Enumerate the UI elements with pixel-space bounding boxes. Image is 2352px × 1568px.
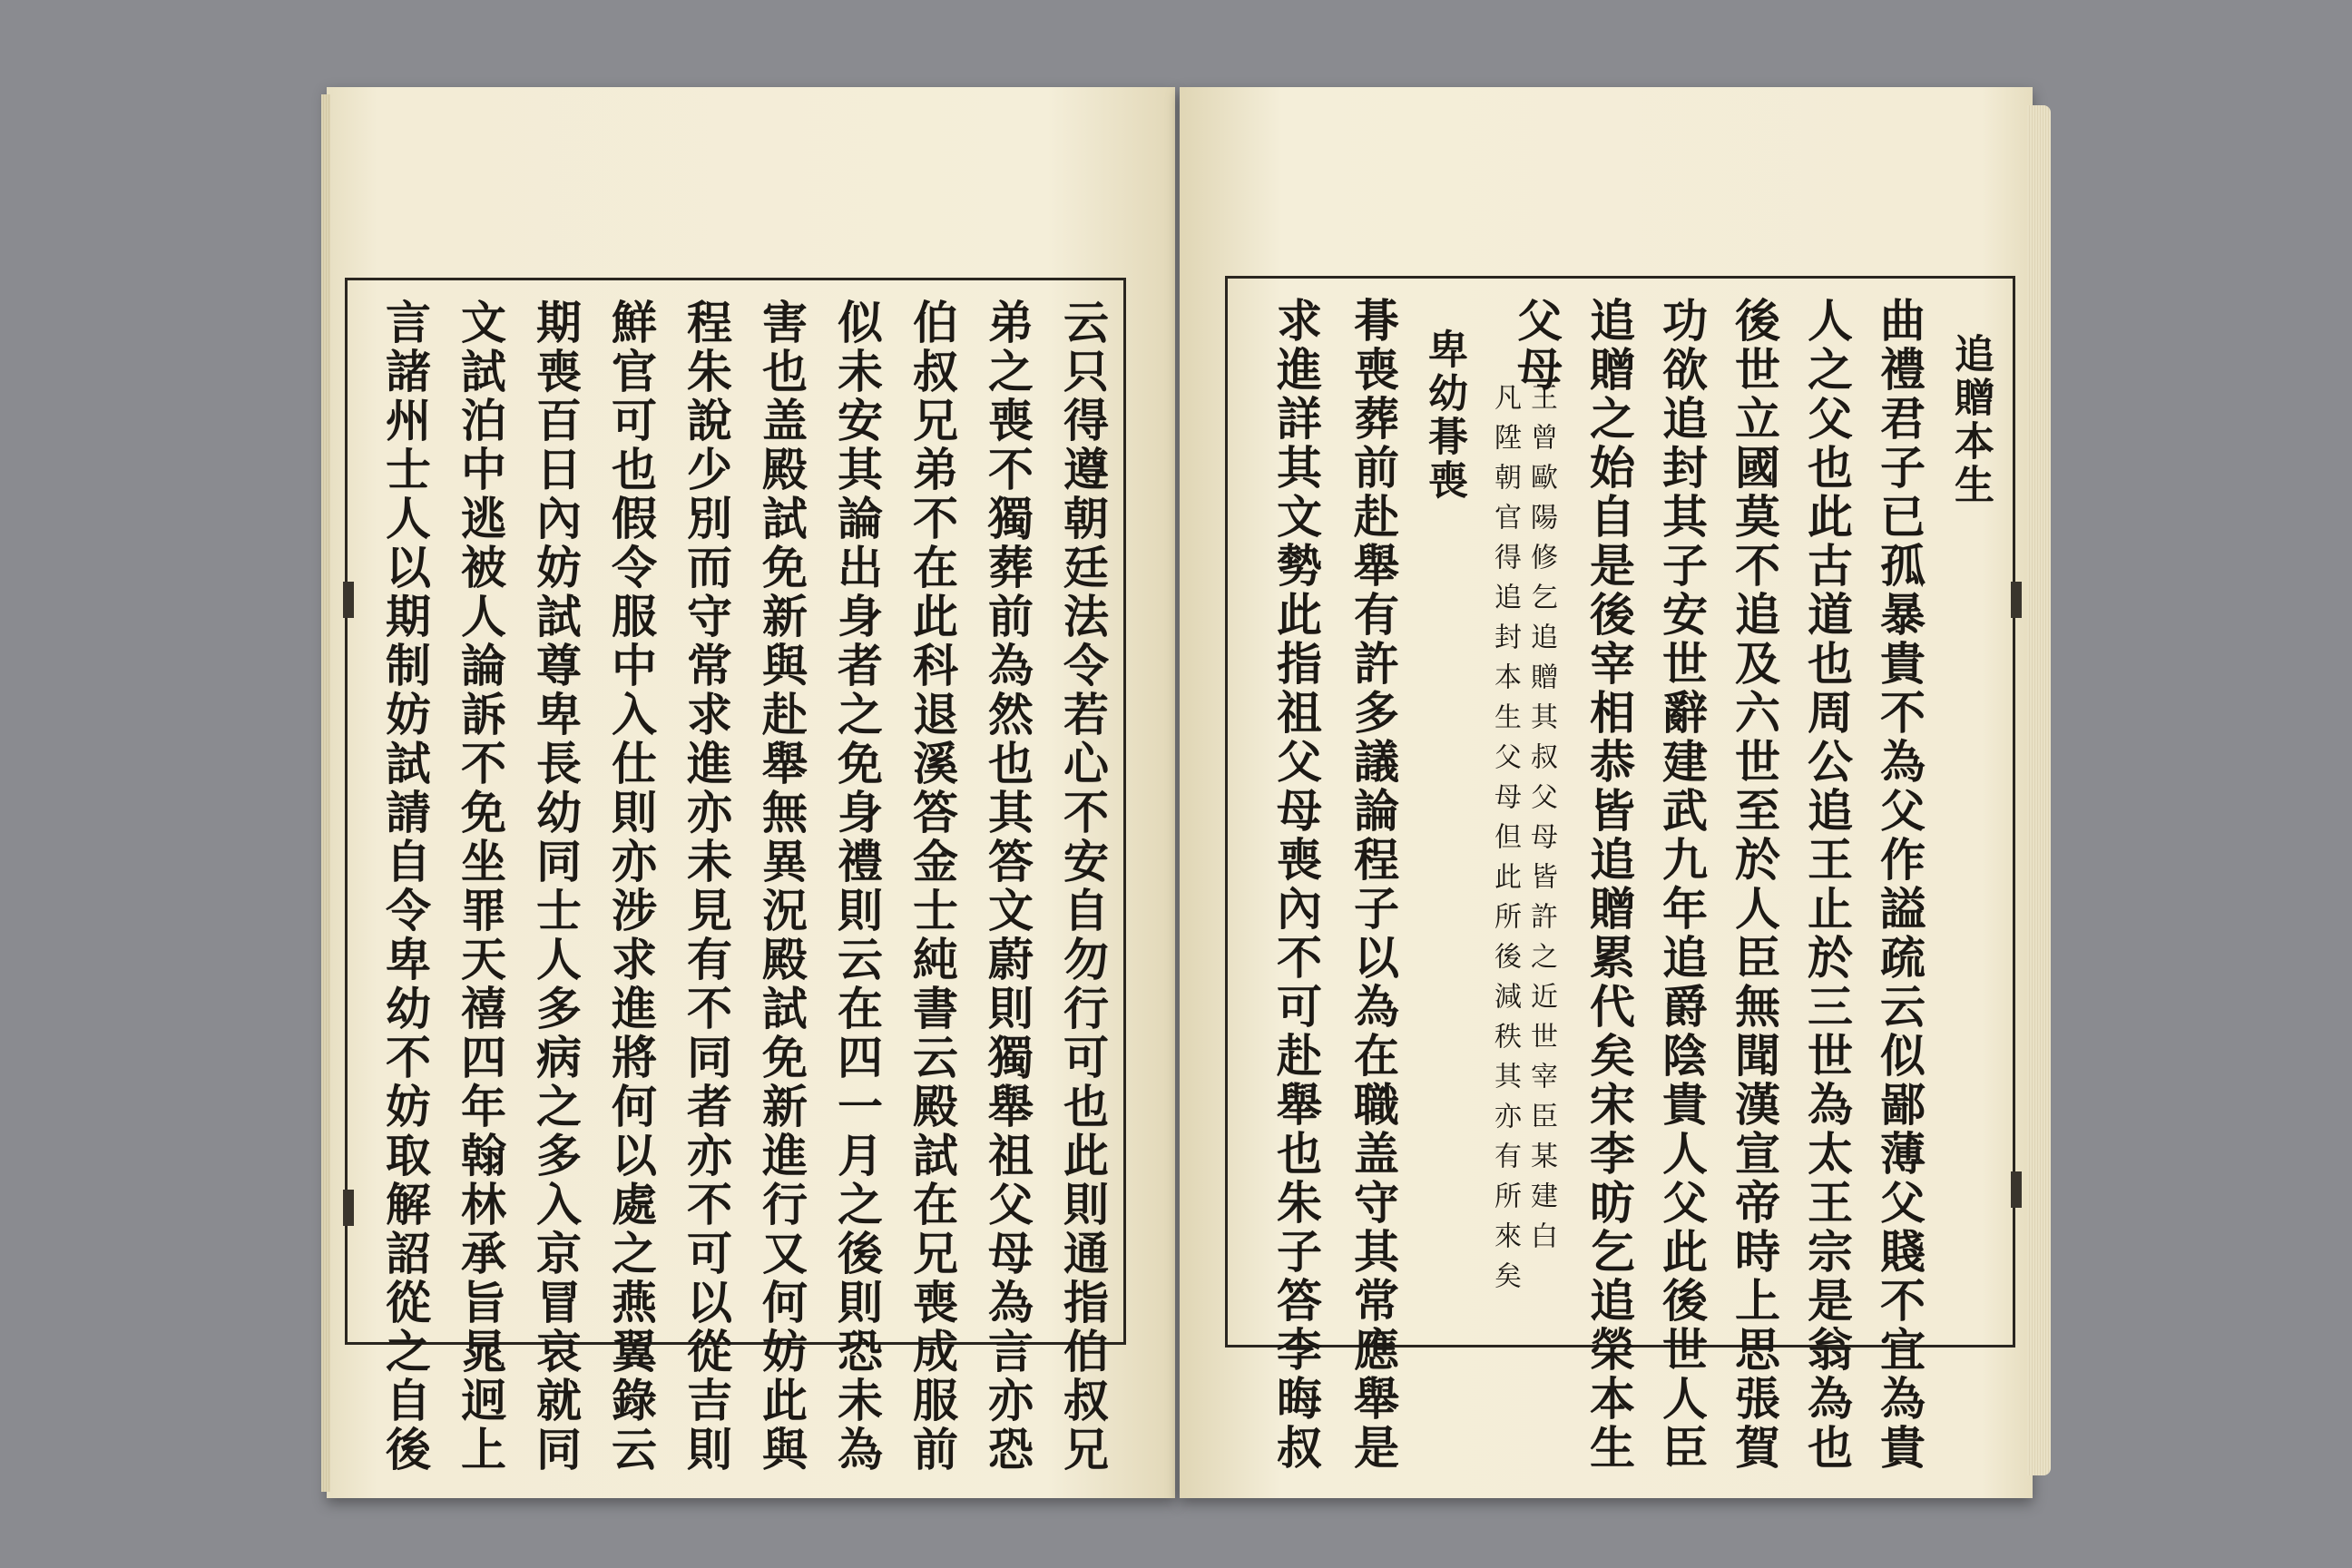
right-text-frame xyxy=(1225,276,2015,1473)
left-page-edge xyxy=(321,94,330,1492)
annotation-column: 凡陞朝官得追封本生父母但此所後減秩其亦有所來矣 xyxy=(1489,383,1521,1301)
fish-tail-mark xyxy=(343,582,354,618)
text-column: 言諸州士人以期制妨試請自令卑幼不妨取解詔從之自後 xyxy=(378,299,432,1475)
text-column: 曲禮君子已孤暴貴不為父作謚疏云似鄙薄父賤不宜為貴 xyxy=(1873,297,1926,1473)
text-column: 云只得遵朝廷法令若心不安自勿行可也此則通指伯叔兄 xyxy=(1056,299,1110,1475)
annotation-column: 王曾歐陽修乞追贈其叔父母皆許之近世宰臣某建白 xyxy=(1525,383,1557,1261)
text-column: 弟之喪不獨葬前為然也其答文蔚則獨舉祖父母為言亦恐 xyxy=(981,299,1034,1475)
text-column: 父母 xyxy=(1510,297,1563,395)
left-text-frame xyxy=(345,278,1126,1475)
right-page xyxy=(1180,87,2033,1498)
text-column: 鮮官可也假令服中入仕則亦涉求進將何以處之燕翼錄云 xyxy=(604,299,658,1475)
text-column: 功欲追封其子安世辭建武九年追爵陰貴人父此後世人臣 xyxy=(1655,297,1709,1473)
text-column: 求進詳其文勢此指祖父母喪內不可赴舉也朱子答李晦叔 xyxy=(1269,297,1323,1473)
text-column: 文試泊中逃被人論訴不免坐罪天禧四年翰林承旨晁迥上 xyxy=(454,299,507,1475)
text-column: 朞喪葬前赴舉有許多議論程子以為在職盖守其常應舉是 xyxy=(1347,297,1400,1473)
fish-tail-mark xyxy=(2011,582,2022,618)
text-column: 追贈之始自是後宰相恭皆追贈累代矣宋李昉乞追榮本生 xyxy=(1583,297,1636,1473)
section-title: 追贈本生 xyxy=(1947,333,1994,507)
fish-tail-mark xyxy=(2011,1171,2022,1208)
text-column: 似未安其論出身者之免身禮則云在四一月之後則恐未為 xyxy=(830,299,884,1475)
text-column: 害也盖殿試免新與赴舉無異況殿試免新進行又何妨此與 xyxy=(755,299,808,1475)
text-column: 人之父也此古道也周公追王止於三世為太王宗是翁為也 xyxy=(1800,297,1854,1473)
text-column: 後世立國莫不追及六世至於人臣無聞漢宣帝時上思張賀 xyxy=(1728,297,1781,1473)
right-page-edge xyxy=(2027,105,2051,1475)
left-page xyxy=(327,87,1175,1498)
text-column: 伯叔兄弟不在此科退溪答金士純書云殿試在兄喪成服前 xyxy=(906,299,959,1475)
text-column: 程朱說少別而守常求進亦未見有不同者亦不可以從吉則 xyxy=(680,299,733,1475)
fish-tail-mark xyxy=(343,1190,354,1226)
sub-heading: 卑幼朞喪 xyxy=(1421,328,1467,503)
open-book xyxy=(327,87,2033,1498)
text-column: 期喪百日內妨試尊卑長幼同士人多病之多入京冒哀就同 xyxy=(529,299,583,1475)
